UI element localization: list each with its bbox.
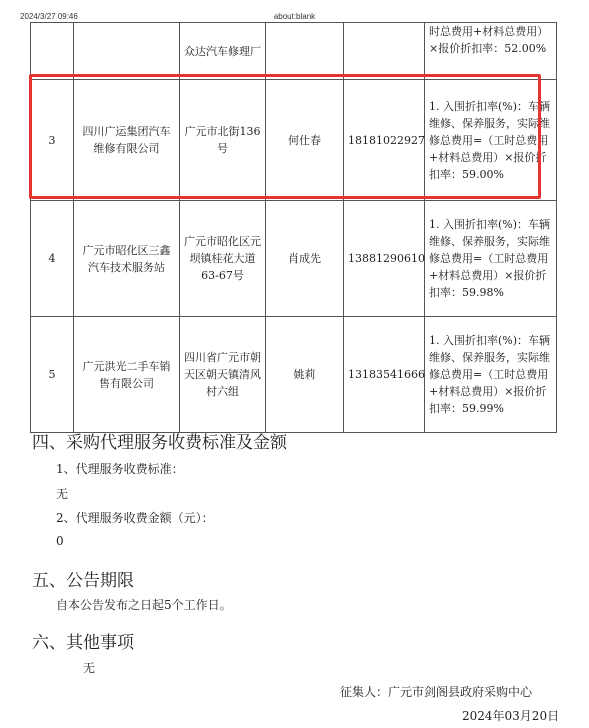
section5-text: 自本公告发布之日起5个工作日。 <box>56 598 232 612</box>
section4-item1-value: 无 <box>56 487 69 501</box>
contact-phone: 18181022927 <box>344 80 425 201</box>
section4-item2-label: 2、代理服务收费金额（元）： <box>56 511 214 525</box>
supplier-name: 四川广运集团汽车维修有限公司 <box>74 80 180 201</box>
row-number: 4 <box>31 201 74 317</box>
row-number: 3 <box>31 80 74 201</box>
discount-terms: 1. 入围折扣率(%)：车辆维修、保养服务，实际维修总费用=（工时总费用+材料总费用）×报价折扣率：59.00% <box>425 80 557 201</box>
supplier-name: 广元洪光二手车销售有限公司 <box>74 317 180 433</box>
supplier-name <box>74 23 180 80</box>
contact-phone: 13881290610 <box>344 201 425 317</box>
contact-person: 姚莉 <box>266 317 344 433</box>
print-datetime: 2024/3/27 09:46 <box>20 12 78 21</box>
supplier-table <box>30 22 557 433</box>
announcement-date: 2024年03月20日 <box>462 709 560 723</box>
contact-person: 何仕春 <box>266 80 344 201</box>
supplier-name: 广元市昭化区三鑫汽车技术服务站 <box>74 201 180 317</box>
row-number: 5 <box>31 317 74 433</box>
supplier-address: 广元市昭化区元坝镇桂花大道63-67号 <box>180 201 266 317</box>
discount-terms: 1. 入围折扣率(%)：车辆维修、保养服务，实际维修总费用=（工时总费用+材料总费用）×报价折扣率：59.98% <box>425 201 557 317</box>
supplier-address: 四川省广元市朝天区朝天镇清风村六组 <box>180 317 266 433</box>
discount-terms: 1. 入围折扣率(%)：车辆维修、保养服务，实际维修总费用=（工时总费用+材料总费用）×报价折扣率：59.99% <box>425 317 557 433</box>
table-row <box>31 23 557 80</box>
section4-item1-label: 1、代理服务收费标准： <box>56 462 184 476</box>
collector-line: 征集人：广元市剑阁县政府采购中心 <box>340 685 533 699</box>
contact-phone <box>344 23 425 80</box>
supplier-address: 广元市北街136号 <box>180 80 266 201</box>
table-row <box>31 317 557 433</box>
section6-title: 六、其他事项 <box>32 633 134 653</box>
section6-text: 无 <box>83 661 96 675</box>
row-number <box>31 23 74 80</box>
section4-title: 四、采购代理服务收费标准及金额 <box>32 433 287 453</box>
supplier-address: 众达汽车修理厂 <box>180 23 266 80</box>
print-url: about:blank <box>273 12 316 21</box>
table-row <box>31 80 557 201</box>
contact-phone: 13183541666 <box>344 317 425 433</box>
table-row <box>31 201 557 317</box>
contact-person: 肖成先 <box>266 201 344 317</box>
discount-terms: 时总费用+材料总费用）×报价折扣率：52.00% <box>425 23 557 80</box>
section5-title: 五、公告期限 <box>32 571 134 591</box>
section4-item2-value: 0 <box>56 534 64 548</box>
contact-person <box>266 23 344 80</box>
